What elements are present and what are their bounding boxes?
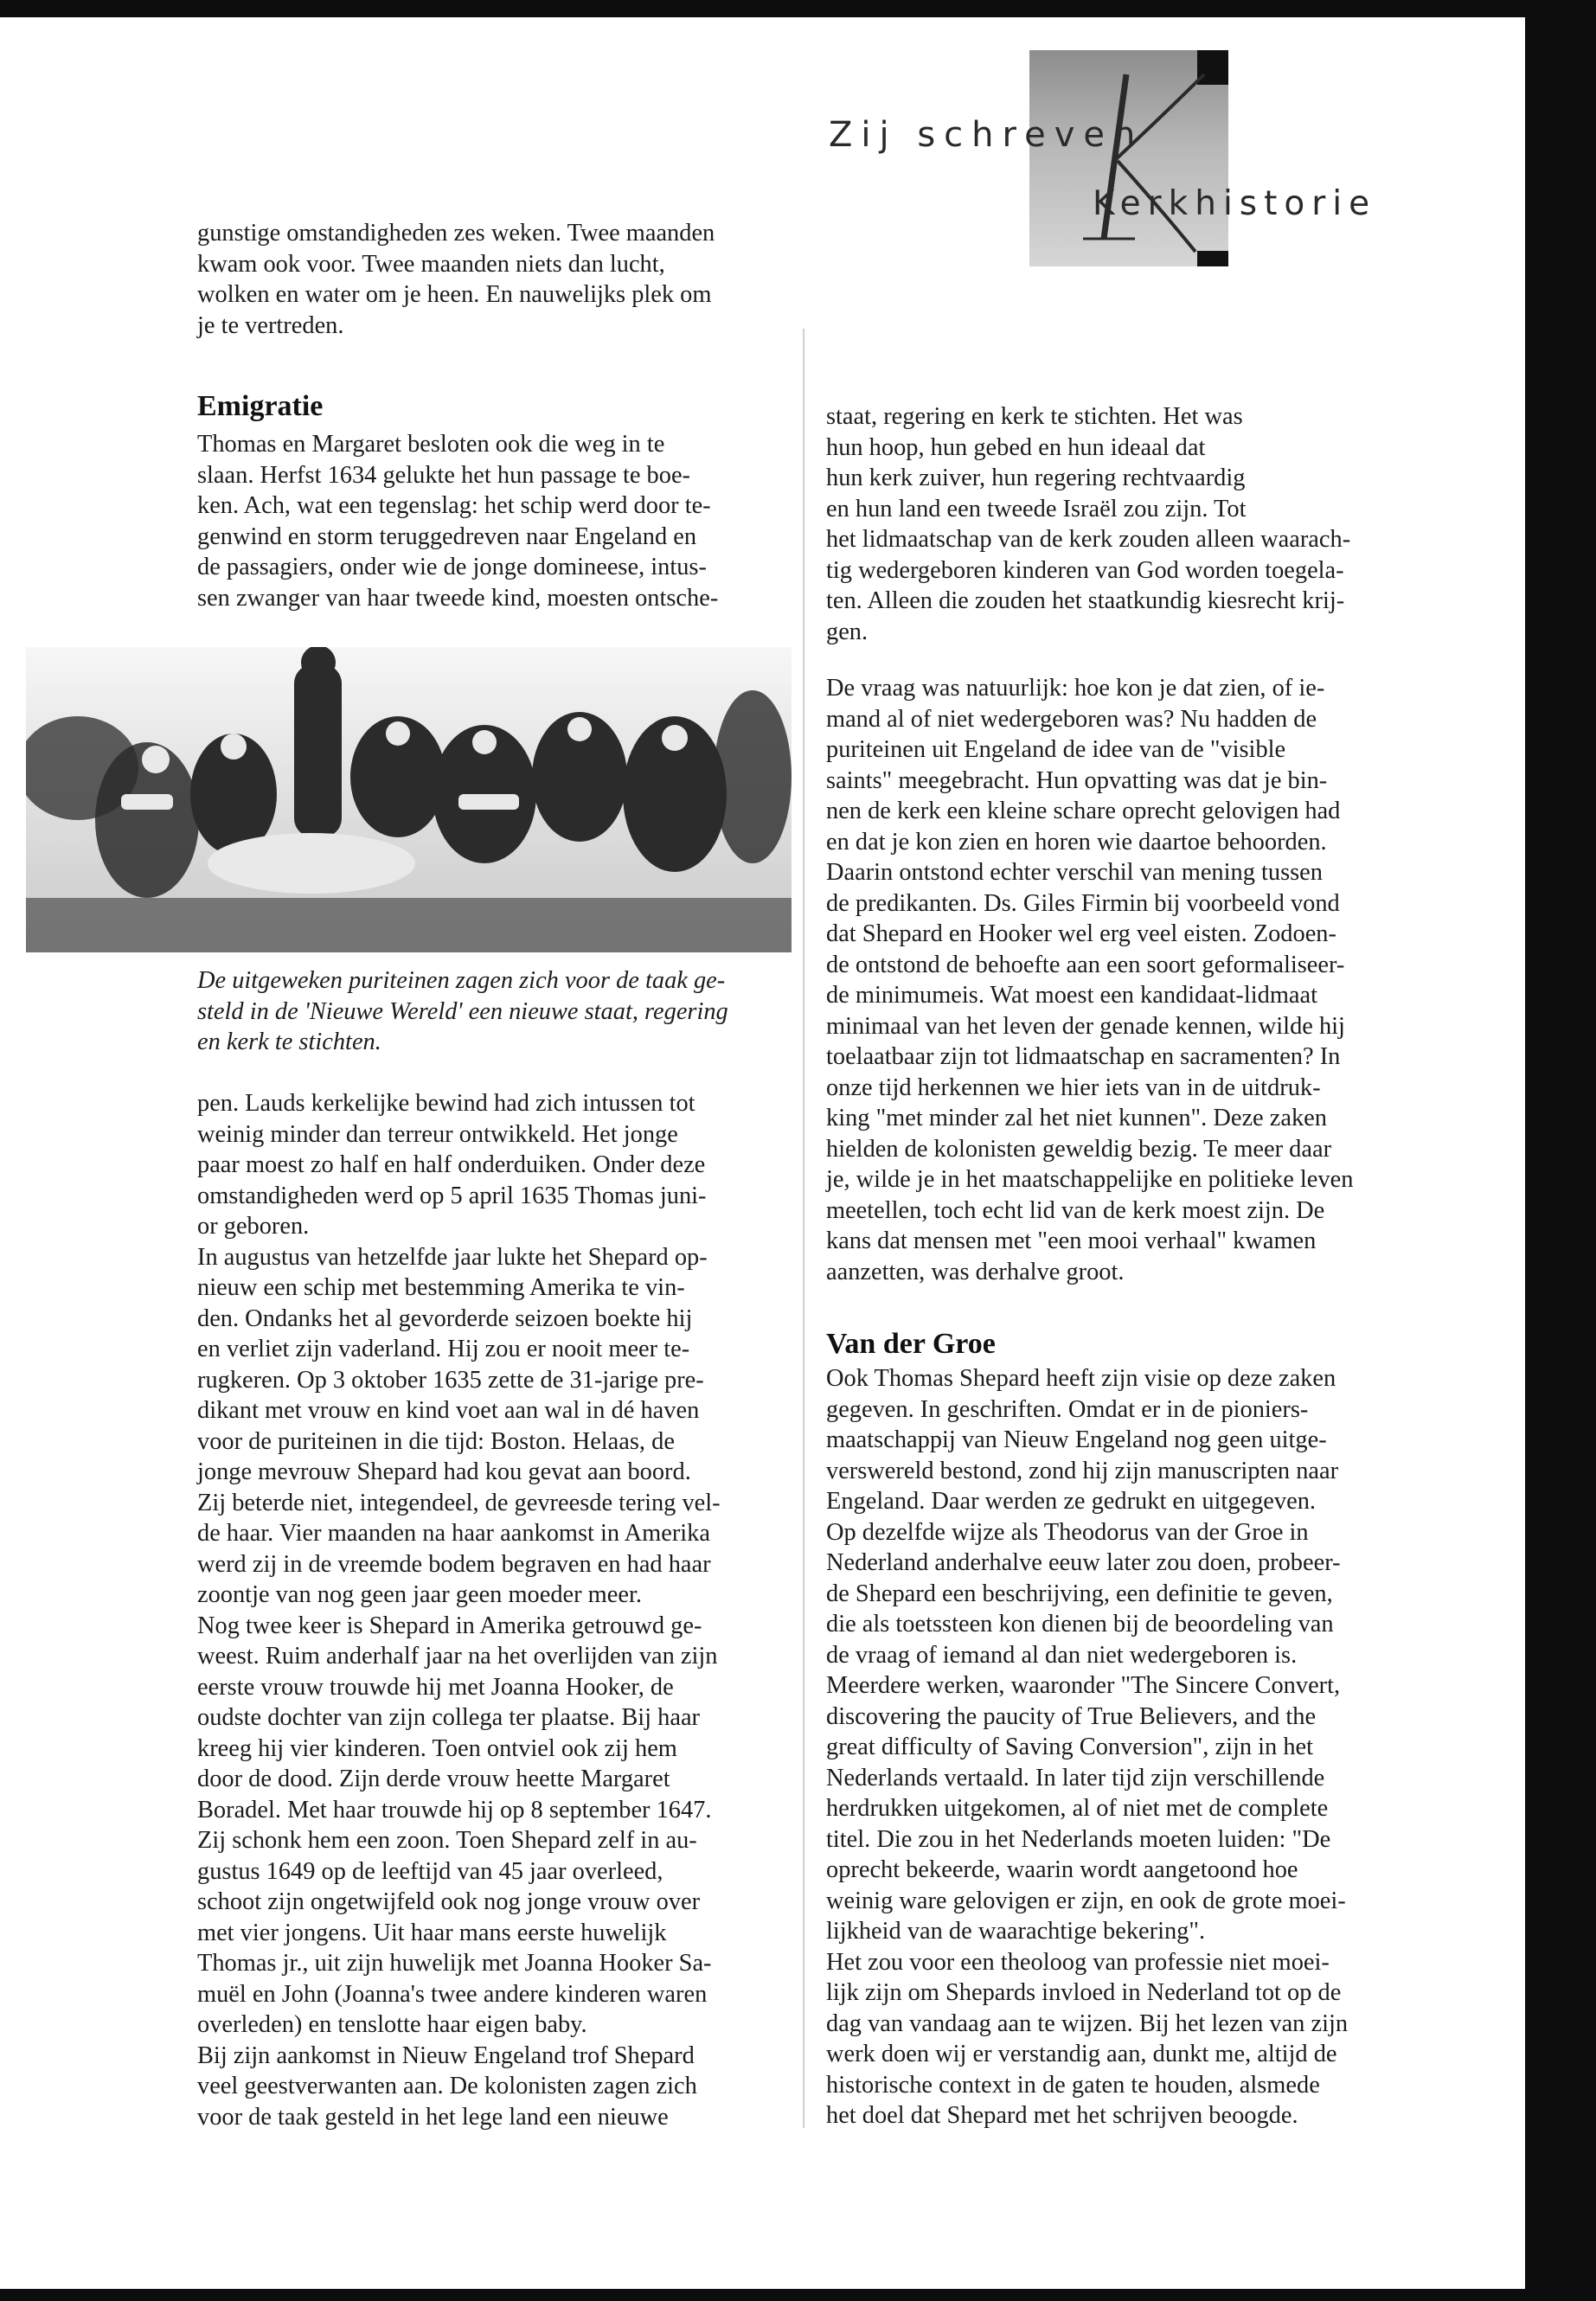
masthead (813, 33, 1419, 266)
bottom-border (0, 2289, 1596, 2301)
right-border (1525, 0, 1596, 2301)
right-paragraph-2: De vraag was natuurlijk: hoe kon je dat zien, of ie- mand al of niet wedergeboren was? Nu hadden de puriteinen uit Engeland de idee van de "visible saints" meegebracht. Hun opvatting was dat je bin- nen de kerk een kleine schare oprecht gelovigen had en dat je kon zien en horen wie daartoe behoorden. Daarin ontstond echter verschil van mening tussen de predikanten. Ds. Giles Firmin bij voorbeeld vond dat Shepard en Hooker wel erg veel eisten. Zodoen- de ontstond de behoefte aan een soort geformaliseer- de minimumeis. Wat moest een kandidaat-lidmaat minimaal van het leven der genade kennen, wilde hij toelaatbaar zijn tot lidmaatschap en sacramenten? In onze tijd herkennen we hier iets van in de uitdruk- king "met minder zal het niet kunnen". Deze zaken hielden de kolonisten geweldig bezig. Te meer daar je, wilde je in het maatschappelijke en politieke leven meetellen, toch echt lid van de kerk moest zijn. De kans dat mensen met "een mooi verhaal" kwamen aanzetten, was derhalve groot. (826, 675, 1354, 1285)
right-paragraph-5: Het zou voor een theoloog van professie niet moei- lijk zijn om Shepards invloed in Nederland tot op de dag van vandaag aan te wijzen. Bij het lezen van zijn werk doen wij er verstandig aan, dunkt me, altijd de historische context in de gaten te houden, alsmede het doel dat Shepard met het schrijven beoogde. (826, 1948, 1349, 2129)
right-column-middle (826, 673, 1423, 1287)
masthead-k-logo (1066, 57, 1239, 265)
right-paragraph-1: staat, regering en kerk te stichten. Het was hun hoop, hun gebed en hun ideaal dat hun kerk zuiver, hun regering rechtvaardig en hun land een tweede Israël zou zijn. Tot het lidmaatschap van de kerk zouden alleen waarach- tig wedergeboren kinderen van God worden toegela- ten. Alleen die zouden het staatkundig kiesrecht krij- gen. (826, 403, 1351, 645)
masthead-subtitle: Kerkhistorie (1093, 184, 1377, 223)
top-border (0, 0, 1596, 17)
section-heading-emigratie: Emigratie (197, 390, 324, 422)
column-divider (803, 329, 804, 2128)
right-paragraph-4: Op dezelfde wijze als Theodorus van der Groe in Nederland anderhalve eeuw later zou doen, probeer- de Shepard een beschrijving, een definitie te geven, die als toetssteen kon dienen bij de beoordeling van de vraag of iemand al dan niet wedergeboren is. Meerdere werken, waaronder "The Sincere Convert, discovering the paucity of True Believers, and the great difficulty of Saving Conversion", zijn in het Nederlands vertaald. In later tijd zijn verschillende herdrukken uitgekomen, al of niet met de complete titel. Die zou in het Nederlands moeten luiden: "De oprecht bekeerde, waarin wordt aangetoond hoe weinig ware gelovigen er zijn, en ook de grote moei- lijkheid van de waarachtige bekering". (826, 1518, 1346, 1945)
emigratie-paragraph: Thomas en Margaret besloten ook die weg in te slaan. Herfst 1634 gelukte het hun passage te boe- ken. Ach, wat een tegenslag: het schip werd door te- genwind en storm teruggedreven naar Engeland en de passagiers, onder wie de jonge domineese, intus- sen zwanger van haar tweede kind, moesten ontsche- (197, 431, 719, 612)
left-paragraph-2: In augustus van hetzelfde jaar lukte het Shepard op- nieuw een schip met bestemming Amerika te vin- den. Ondanks het al gevorderde seizoen boekte hij en verliet zijn vaderland. Hij zou er nooit meer te- rugkeren. Op 3 oktober 1635 zette de 31-jarige pre- dikant met vrouw en kind voet aan wal in dé haven voor de puriteinen in die tijd: Boston. Helaas, de jonge mevrouw Shepard had kou gevat aan boord. Zij beterde niet, integendeel, de gevreesde tering vel- de haar. Vier maanden na haar aankomst in Amerika werd zij in de vreemde bodem begraven en had haar zoontje van nog geen jaar geen moeder meer. (197, 1243, 721, 1608)
left-paragraph-1: pen. Lauds kerkelijke bewind had zich intussen tot weinig minder dan terreur ontwikkeld. Het jonge paar moest zo half en half onderduiken. Onder deze omstandigheden werd op 5 april 1635 Thomas juni- or geboren. (197, 1090, 707, 1240)
left-column-body (197, 1088, 785, 2132)
illustration-puritans (26, 647, 792, 952)
vandergroe-section (826, 1325, 1423, 2131)
intro-paragraph: gunstige omstandigheden zes weken. Twee maanden kwam ook voor. Twee maanden niets dan lucht, wolken en water om je heen. En nauwelijks plek om je te vertreden. (197, 220, 715, 339)
caption-block (197, 965, 785, 1058)
section-heading-van-der-groe: Van der Groe (826, 1328, 996, 1360)
emigratie-section (197, 388, 785, 613)
left-paragraph-3: Nog twee keer is Shepard in Amerika getrouwd ge- weest. Ruim anderhalf jaar na het overlijden van zijn eerste vrouw trouwde hij met Joanna Hooker, de oudste dochter van zijn collega ter plaatse. Bij haar kreeg hij vier kinderen. Toen ontviel ook zij hem door de dood. Zijn derde vrouw heette Margaret Boradel. Met haar trouwde hij op 8 september 1647. Zij schonk hem een zoon. Toen Shepard zelf in au- gustus 1649 op de leeftijd van 45 jaar overleed, schoot zijn ongetwijfeld ook nog jonge vrouw over met vier jongens. Uit haar mans eerste huwelijk Thomas jr., uit zijn huwelijk met Joanna Hooker Sa- muël en John (Joanna's twee andere kinderen waren overleden) en tenslotte haar eigen baby. (197, 1612, 718, 2038)
right-paragraph-3: Ook Thomas Shepard heeft zijn visie op deze zaken gegeven. In geschriften. Omdat er in de pioniers- maatschappij van Nieuw Engeland nog geen uitge- verswereld bestond, zond hij zijn manuscripten naar Engeland. Daar werden ze gedrukt en uitgegeven. (826, 1365, 1339, 1515)
masthead-title: Zij schreven (829, 115, 1144, 155)
left-paragraph-4: Bij zijn aankomst in Nieuw Engeland trof Shepard veel geestverwanten aan. De kolonisten zagen zich voor de taak gesteld in het lege land een nieuwe (197, 2041, 697, 2131)
image-caption: De uitgeweken puriteinen zagen zich voor de taak ge- steld in de 'Nieuwe Wereld' een nieuwe staat, regering en kerk te stichten. (197, 967, 728, 1055)
left-column-top (197, 218, 785, 341)
right-column-top (826, 401, 1423, 647)
